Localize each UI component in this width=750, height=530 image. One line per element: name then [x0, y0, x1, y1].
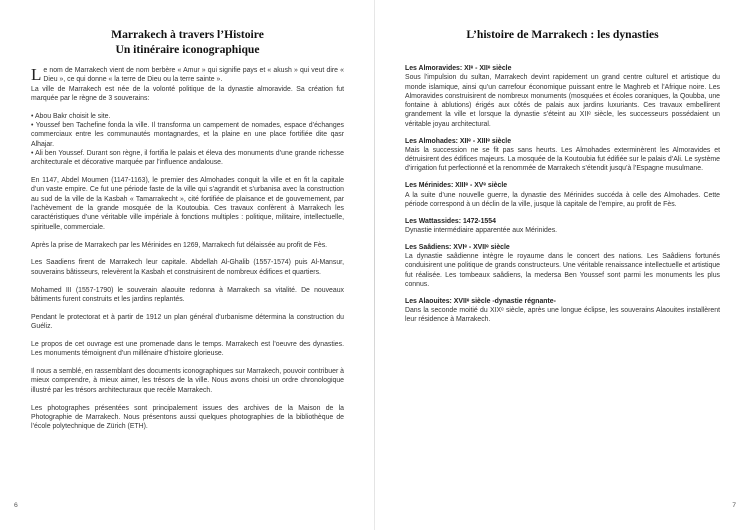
- dynasty-section-saadiens: [405, 243, 720, 289]
- section-heading: Les Almohades: XIIᵉ - XIIIᵉ siècle: [405, 137, 512, 145]
- right-page-title: L’histoire de Marrakech : les dynasties: [466, 28, 659, 41]
- drop-cap: L: [31, 65, 42, 84]
- body-paragraph: En 1147, Abdel Moumen (1147-1163), le premier des Almohades conquit la ville et en fit la capitale d’un vaste empire. Ce fut une période faste de la ville qui s’agrandit et s’urbanisa avec la construction au sud de la ville de la Kasbah « Tamarrakecht », cité fortifiée de plaisance et de gouvernement, par l’achèvement de la grande mosquée de la Koutoubia. Ces travaux confèrent à Marrakech les caractéristiques d’une véritable ville impériale à fonctions multiples : politique, militaire, intellectuelle, spirituelle, commerciale.: [31, 177, 344, 231]
- section-heading: Les Saâdiens: XVIᵉ - XVIIᵉ siècle: [405, 243, 510, 251]
- dynasty-section-wattassides: [405, 217, 720, 236]
- section-text: Mais la succession ne se fit pas sans heurts. Les Almohades exterminèrent les Almoravides et détruisirent des édifices majeurs. La mosquée de la Koutoubia fut édifiée sur le palais d’Ali. Le système d’irrigation fut perfectionné et la renommée de Marrakech s’étendit jusqu’à l’Espagne musulmane.: [405, 146, 720, 173]
- page-number-left: 6: [14, 502, 18, 509]
- title-line-1: Marrakech à travers l’Histoire: [111, 28, 264, 41]
- section-heading: Les Alaouites: XVIIᵉ siècle -dynastie régnante-: [405, 297, 556, 305]
- section-text: Dans la seconde moitié du XIXᵉ siècle, après une longue éclipse, les souverains Alaouites installèrent leur résidence à Marrakech.: [405, 307, 720, 324]
- title-line-2: Un itinéraire iconographique: [115, 43, 260, 56]
- left-page-body: [31, 66, 344, 440]
- list-item: • Ali ben Youssef. Durant son règne, il fortifia le palais et éleva des monuments d’une grande richesse architecturale et décorative marquée par l’influence andalouse.: [31, 149, 344, 167]
- body-paragraph: Pendant le protectorat et à partir de 1912 un plan général d’urbanisme détermina la construction du Guéliz.: [31, 313, 344, 331]
- section-heading: Les Almoravides: XIᵉ - XIIᵉ siècle: [405, 65, 512, 72]
- right-page-body: [405, 64, 720, 332]
- intro-paragraph-2: La ville de Marrakech est née de la volonté politique de la dynastie almoravide. Sa création fut marquée par le règne de 3 souverains:: [31, 85, 344, 102]
- body-paragraph: Il nous a semblé, en rassemblant des documents iconographiques sur Marrakech, pouvoir contribuer à mieux comprendre, à mieux aimer, les trésors de la ville. Nous avons choisi un ordre chronologique illustré par les trésors architecturaux que recèle Marrakech.: [31, 368, 344, 394]
- section-heading: Les Mérinides: XIIIᵉ - XVᵉ siècle: [405, 182, 508, 190]
- dynasty-section-almohades: [405, 137, 720, 174]
- right-page: [375, 0, 750, 530]
- intro-paragraph: [31, 66, 344, 85]
- dynasty-section-merinides: [405, 181, 720, 209]
- section-text: A la suite d’une nouvelle guerre, la dynastie des Mérinides succéda à celle des Almohades. Cette période correspond à un déclin de la ville, jusque là capitale de l’empire, au profit de Fès.: [405, 191, 720, 208]
- section-text: Dynastie intermédiaire apparentée aux Mérinides.: [405, 226, 558, 234]
- list-item: • Youssef ben Tachefine fonda la ville. Il transforma un campement de nomades, espace d’échanges commerciaux entre les communautés montagnardes, et la plaine en une place fortifiée dite qasr Alhajar.: [31, 122, 344, 148]
- dynasty-section-alaouites: [405, 297, 720, 325]
- section-text: Sous l’impulsion du sultan, Marrakech devint rapidement un grand centre culturel et artistique du monde islamique, ainsi qu’un carrefour économique puissant entre le Maghreb et l’Afrique noire. Les Almoravides construisirent de nombreux monuments (mosquées et écoles coraniques, la Qoubba, une fontaine à ablutions) érigés aux côtés de palais aux jardins luxuriants. Ces travaux embellirent grandement la ville et lorsque la dynastie s’éteint au XIIᵉ siècle, les successeurs possédaient un véritable joyau architectural.: [405, 74, 720, 128]
- body-paragraph: Les photographes présentées sont principalement issues des archives de la Maison de la Photographie de Marrakech. Nous présentons aussi quelques photographies de la bibliothèque de l’école polytechnique de Zürich (ETH).: [31, 404, 344, 431]
- body-paragraph: Le propos de cet ouvrage est une promenade dans le temps. Marrakech est l’oeuvre des dynasties. Les monuments témoignent d’un millénaire d’histoire glorieuse.: [31, 340, 344, 358]
- body-paragraph: Les Saadiens firent de Marrakech leur capitale. Abdellah Al-Ghalib (1557-1574) puis Al-Mansur, souverains bâtisseurs, relevèrent la Kasbah et construisirent de nombreux édifices et quartiers.: [31, 259, 344, 276]
- body-paragraph: Mohamed III (1557-1790) le souverain alaouite redonna à Marrakech sa vitalité. De nouveaux bâtiments furent construits et les jardins replantés.: [31, 286, 344, 303]
- left-page-title: [30, 27, 345, 57]
- body-paragraph: Après la prise de Marrakech par les Mérinides en 1269, Marrakech fut délaissée au profit de Fès.: [31, 241, 328, 249]
- intro-text: e nom de Marrakech vient de nom berbère « Amur » qui signifie pays et « akush » qui veut dire « Dieu », ce qui donne « la terre de Dieu ou la terre sainte ».: [43, 67, 344, 84]
- section-text: La dynastie saâdienne intègre le royaume dans le concert des nations. Les Saâdiens fortunés conduisirent une politique de grands constructeurs. Une véritable renaissance intellectuelle et artistique fut réalisée. Les tombeaux saâdiens, la medersa Ben Youssef sont parmi les monuments les plus connus.: [405, 253, 720, 288]
- dynasty-section-almoravides: [405, 64, 720, 129]
- page-number-right: 7: [732, 502, 736, 509]
- section-heading: Les Wattassides: 1472-1554: [405, 217, 496, 225]
- list-item: • Abou Bakr choisit le site.: [31, 112, 111, 120]
- sovereign-list: [31, 112, 344, 168]
